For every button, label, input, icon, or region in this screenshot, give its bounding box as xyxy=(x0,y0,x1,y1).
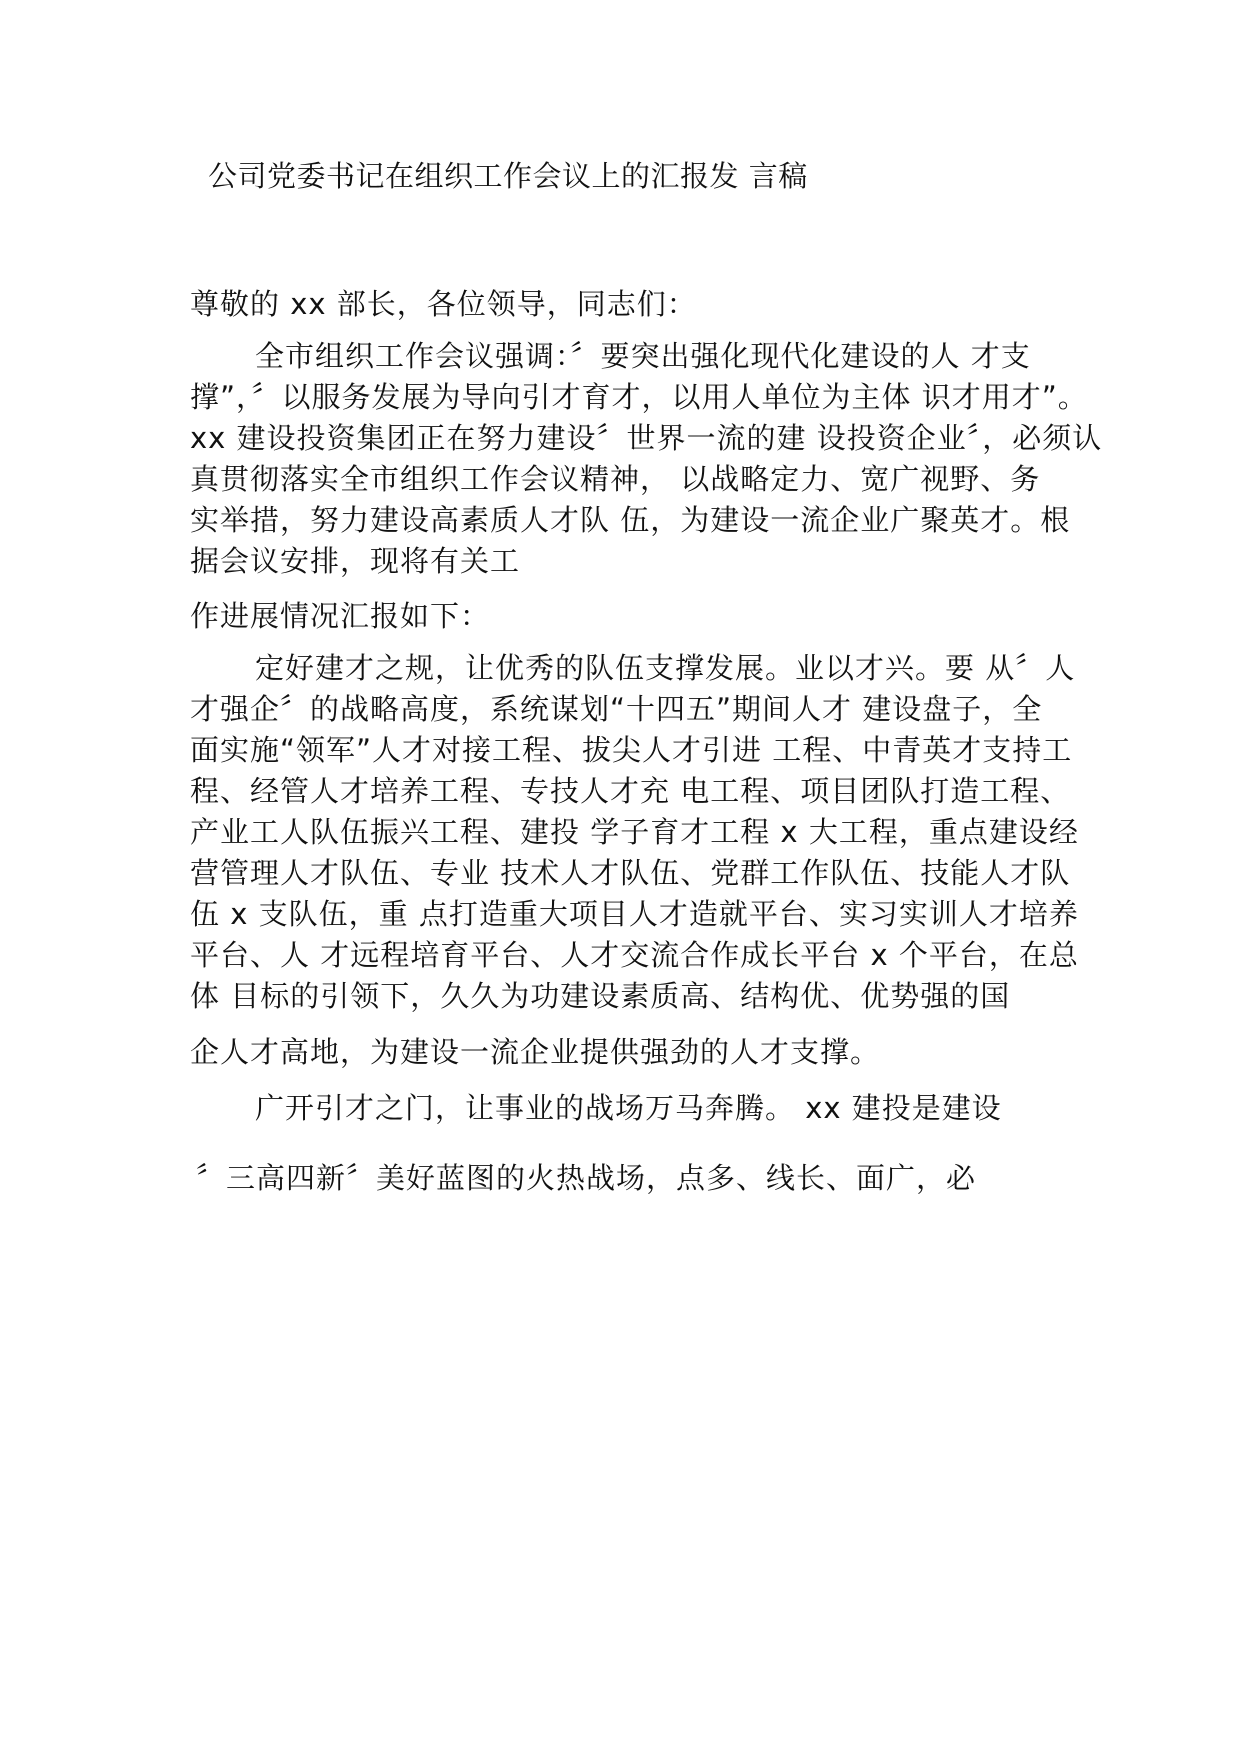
paragraph-3-line-1: 广开引才之门，让事业的战场万马奔腾。 xx 建投是建设 xyxy=(255,1091,1002,1125)
paragraph-2-line-4: 程、经管人才培养工程、专技人才充 电工程、项目团队打造工程、 xyxy=(190,774,1071,808)
paragraph-2-line-6: 营管理人才队伍、专业 技术人才队伍、党群工作队伍、技能人才队 xyxy=(190,856,1071,890)
paragraph-3-tail: 〞三高四新〞美好蓝图的火热战场，点多、线长、面广，必 xyxy=(196,1161,977,1195)
salutation: 尊敬的 xx 部长，各位领导，同志们： xyxy=(190,287,697,321)
paragraph-2-line-8: 平台、人 才远程培育平台、人才交流合作成长平台 x 个平台，在总 xyxy=(190,938,1079,972)
paragraph-1-line-3: xx 建设投资集团正在努力建设〞世界一流的建 设投资企业〞，必须认 xyxy=(190,421,1103,455)
paragraph-1-line-1: 全市组织工作会议强调：〞要突出强化现代化建设的人 才支 xyxy=(255,339,1031,373)
paragraph-1-line-4: 真贯彻落实全市组织工作会议精神， 以战略定力、宽广视野、务 xyxy=(190,462,1041,496)
paragraph-2-line-5: 产业工人队伍振兴工程、建投 学子育才工程 x 大工程，重点建设经 xyxy=(190,815,1079,849)
paragraph-2-line-7: 伍 x 支队伍，重 点打造重大项目人才造就平台、实习实训人才培养 xyxy=(190,897,1079,931)
paragraph-2-line-1: 定好建才之规，让优秀的队伍支撑发展。业以才兴。要 从〞人 xyxy=(255,651,1076,685)
paragraph-1-tail: 作进展情况汇报如下： xyxy=(190,599,491,633)
paragraph-1-line-5: 实举措，努力建设高素质人才队 伍，为建设一流企业广聚英才。根 xyxy=(190,503,1071,537)
paragraph-2-tail: 企人才高地，为建设一流企业提供强劲的人才支撑。 xyxy=(190,1035,881,1069)
document-title: 公司党委书记在组织工作会议上的汇报发 言稿 xyxy=(208,159,808,193)
paragraph-2-line-2: 才强企〞的战略高度，系统谋划“十四五”期间人才 建设盘子，全 xyxy=(190,692,1043,726)
paragraph-1-line-6: 据会议安排，现将有关工 xyxy=(190,544,521,578)
paragraph-2-line-9: 体 目标的引领下，久久为功建设素质高、结构优、优势强的国 xyxy=(190,979,1011,1013)
paragraph-2-line-3: 面实施“领军”人才对接工程、拔尖人才引进 工程、中青英才支持工 xyxy=(190,733,1073,767)
paragraph-1-line-2: 撑”，〞以服务发展为导向引才育才，以用人单位为主体 识才用才”。 xyxy=(190,380,1088,414)
